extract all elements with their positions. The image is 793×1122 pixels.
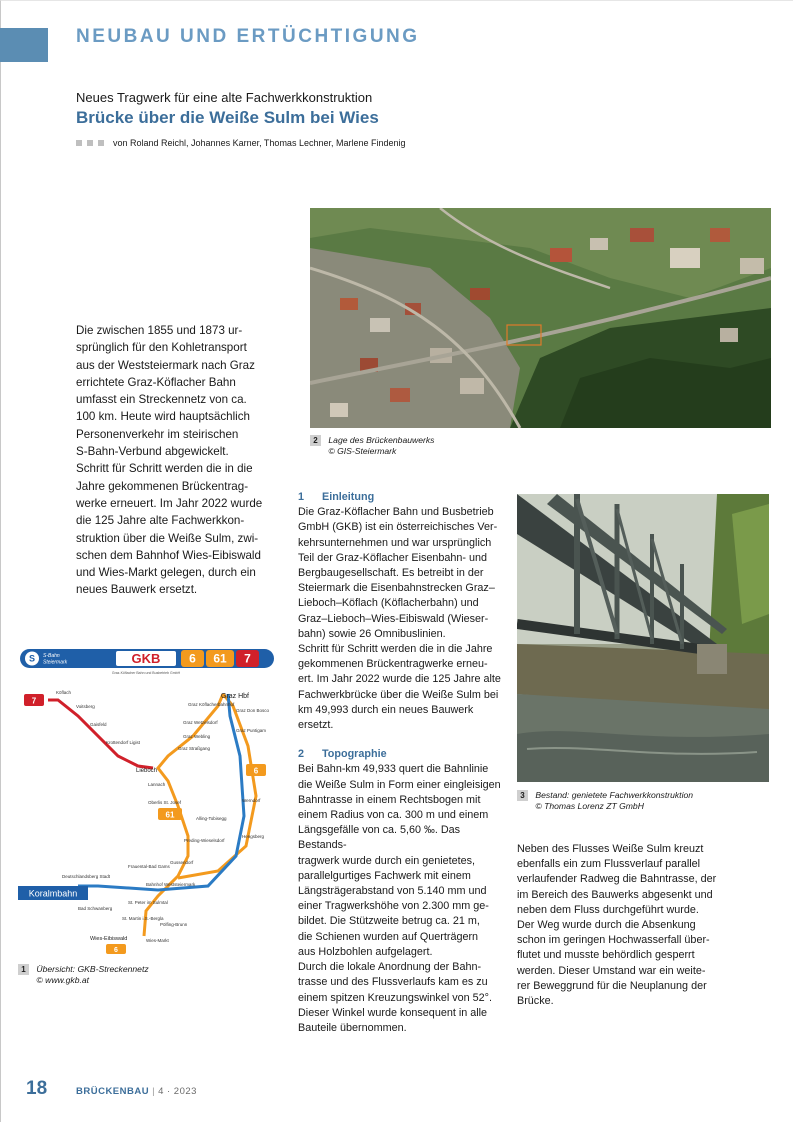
station-label: Graz Don Bosco (236, 708, 270, 713)
text-line: Lieboch–Köflach (Köflacherbahn) und (298, 597, 479, 610)
svg-text:S: S (28, 653, 36, 664)
text-line: aus Holzbohlen aufgelagert. (298, 945, 433, 958)
text-line: werke erneuert. Im Jahr 2022 wurde (76, 496, 263, 510)
bullet-square-icon (76, 140, 82, 146)
text-line: Steiermark die Eisenbahnstrecken Graz– (298, 582, 495, 595)
bullet-square-icon (87, 140, 93, 146)
station-label: St. Peter im Sulmtal (128, 900, 168, 905)
koralmbahn-label: Koralmbahn (28, 888, 78, 899)
gkb-tagline: Graz-Köflacher Bahn und Busbetrieb GmbH (111, 671, 181, 675)
text-line: Bergbaugesellschaft. Es betreibt in der (298, 567, 484, 580)
article-subtitle: Neues Tragwerk für eine alte Fachwerkkonstruktion (76, 90, 373, 105)
text-line: und Wies-Markt gelegen, durch ein (76, 566, 256, 580)
station-label: Lannach (148, 782, 166, 787)
text-line: neben dem Fluss durchgeführt wurde. (517, 903, 699, 916)
station-label: Frauental-Bad Gams (128, 864, 170, 869)
text-line: Personenverkehr im steirischen (76, 427, 239, 441)
station-label: Oberlis St. Josef (148, 800, 182, 805)
text-line: die Weiße Sulm in Form einer eingleisigen (298, 778, 501, 791)
magazine-name: BRÜCKENBAU (76, 1086, 150, 1097)
figure-number-1: 1 (18, 964, 29, 975)
text-line: tragwerk wurde durch ein genietetes, (298, 854, 476, 867)
magazine-footer: BRÜCKENBAU | 4 · 2023 (76, 1086, 197, 1097)
text-line: Die Graz-Köflacher Bahn und Busbetrieb (298, 506, 494, 519)
article-authors: von Roland Reichl, Johannes Karner, Thomas Lechner, Marlene Findenig (113, 138, 406, 148)
text-line: Fachwerkbrücke über die Weiße Sulm bei (298, 688, 499, 701)
text-line: errichtete Graz-Köflacher Bahn (76, 375, 236, 389)
page-number: 18 (26, 1078, 48, 1099)
text-column-right (517, 842, 747, 1009)
text-line: im Bereich des Bauwerks abgesenkt und (517, 888, 713, 901)
text-line: schen dem Bahnhof Wies-Eibiswald (76, 548, 261, 562)
line-badge: 6 (189, 651, 196, 666)
text-line: struktion über die Weiße Sulm, zwi- (76, 531, 259, 545)
text-line: bahn) sowie 26 Omnibuslinien. (298, 627, 446, 640)
station-label: Hengsberg (242, 834, 265, 839)
text-line: Bei Bahn-km 49,933 quert die Bahnlinie (298, 763, 489, 776)
text-line: Durch die lokale Anordnung der Bahn- (298, 961, 482, 974)
text-line: einem Radius von ca. 300 m und einem (298, 809, 489, 822)
line-badge-s61: 61 (165, 810, 175, 820)
text-line: verlaufender Radweg die Bahntrasse, der (517, 873, 717, 886)
bullet-square-icon (98, 140, 104, 146)
text-line: GmbH (GKB) ist ein österreichisches Ver- (298, 521, 498, 534)
text-line: parallelgurtiges Fachwerk mit einem (298, 869, 471, 882)
station-label: Gaisfeld (90, 722, 107, 727)
text-line: Graz–Lieboch–Wies-Eibiswald (Wieser- (298, 612, 489, 625)
figure-caption-3 (517, 790, 693, 812)
section-header: NEUBAU UND ERTÜCHTIGUNG (76, 26, 420, 47)
caption-text: Bestand: genietete Fachwerkkonstruktion (535, 790, 694, 800)
text-line: ersetzt. (298, 719, 334, 732)
caption-credit: © GIS-Steiermark (328, 446, 397, 456)
article-title: Brücke über die Weiße Sulm bei Wies (76, 108, 379, 127)
text-line: gekommenen Brückentragwerke erneu- (298, 658, 488, 671)
station-label: Graz Wetzelsdorf (183, 720, 218, 725)
bridge-photo (517, 494, 769, 782)
section-heading-2: 2 Topographie (298, 748, 387, 761)
magazine-issue: 4 · 2023 (158, 1086, 197, 1097)
station-label: Graz Webling (183, 734, 211, 739)
figure-number-3: 3 (517, 790, 528, 801)
station-label: Pölfing-Brunn (160, 922, 188, 927)
station-label: St. Martin i.S.-Bergla (122, 916, 164, 921)
network-map (18, 646, 276, 954)
intro-paragraph (76, 322, 286, 599)
station-label: Preding-Wieselsdorf (184, 838, 225, 843)
station-label: Graz Köflacherbahnhof (188, 702, 235, 707)
station-label: Deutschlandsberg Stadt (62, 874, 111, 879)
station-label: Graz Hbf (221, 693, 250, 700)
station-label: Graz Straßgang (178, 746, 211, 751)
text-line: Bauteile übernommen. (298, 1021, 407, 1034)
text-line: Bahntrasse in einem Rechtsbogen mit (298, 793, 481, 806)
text-line: werden. Dieser Umstand war ein weite- (517, 964, 706, 977)
text-line: umfasst ein Streckennetz von ca. (76, 393, 247, 407)
line-badge-s6: 6 (114, 947, 118, 954)
section-heading-1: 1 Einleitung (298, 491, 375, 503)
line-badge: 7 (244, 651, 251, 666)
caption-credit: © Thomas Lorenz ZT GmbH (535, 801, 644, 811)
text-line: Längsgefälle von ca. 5,60 ‰. Das Bestands- (298, 824, 461, 852)
text-line: die Schienen wurden auf Querträgern (298, 930, 479, 943)
station-label: Voitsberg (76, 704, 95, 709)
station-label: Bahnhof Weststeiermark (146, 882, 196, 887)
text-line: die 125 Jahre alte Fachwerkkon- (76, 514, 245, 528)
text-line: Längsträgerabstand von 5.140 mm und (298, 885, 487, 898)
text-line: ert. Im Jahr 2022 wurde die 125 Jahre alte (298, 673, 501, 686)
text-line: sprünglich für den Kohletransport (76, 341, 247, 355)
figure-caption-1 (18, 964, 149, 986)
text-line: Brücke. (517, 995, 554, 1008)
station-label: Wies-Eibiswald (90, 936, 128, 942)
sbahn-label: Steiermark (43, 659, 68, 666)
section-color-tab (0, 28, 48, 62)
station-label: Krottendorf Ligist (106, 740, 141, 745)
text-line: Die zwischen 1855 und 1873 ur- (76, 324, 243, 337)
text-line: S-Bahn-Verbund abgewickelt. (76, 445, 229, 459)
author-line (76, 138, 406, 148)
station-label: Gussendorf (170, 860, 194, 865)
station-label: Wies-Markt (146, 938, 169, 943)
text-line: Jahre gekommenen Brückentrag- (76, 479, 249, 493)
figure-number-2: 2 (310, 435, 321, 446)
text-line: Dieser Winkel wurde konsequent in alle (298, 1006, 488, 1019)
line-badge-s6: 6 (253, 766, 259, 776)
station-label: Bad Schwanberg (78, 906, 113, 911)
text-line: Der Weg wurde durch die Absenkung (517, 919, 696, 932)
station-label: Graz Puntigam (236, 728, 267, 733)
caption-credit: © www.gkb.at (36, 975, 90, 985)
text-line: rer Beweggrund für die Neuplanung der (517, 979, 707, 992)
sbahn-label: S-Bahn (43, 653, 60, 659)
text-line: km 49,993 durch ein neues Bauwerk (298, 703, 474, 716)
station-label: Werndorf (242, 798, 261, 803)
text-line: ebenfalls ein zum Flussverlauf parallel (517, 858, 701, 871)
text-line: Schritt für Schritt werden die in die Jahre (298, 643, 493, 656)
text-line: Schritt für Schritt werden die in die (76, 462, 253, 476)
station-label: Köflach (56, 690, 72, 695)
gkb-logo: GKB (131, 651, 161, 666)
text-line: 100 km. Heute wird hauptsächlich (76, 410, 250, 424)
text-line: aus der Weststeiermark nach Graz (76, 358, 255, 372)
text-line: kehrsunternehmen und war ursprünglich (298, 536, 492, 549)
figure-caption-2 (310, 435, 434, 457)
text-line: Neben des Flusses Weiße Sulm kreuzt (517, 843, 704, 855)
station-label: Alling-Tobisegg (196, 816, 227, 821)
line-badge: 61 (213, 651, 227, 666)
text-line: Teil der Graz-Köflacher Eisenbahn- und (298, 551, 488, 564)
text-line: schon im geringen Hochwasserfall über- (517, 934, 710, 947)
text-line: bildet. Die Stützweite betrug ca. 21 m, (298, 915, 480, 928)
text-line: neues Bauwerk ersetzt. (76, 583, 198, 597)
text-line: trasse und des Flussverlaufs kam es zu (298, 976, 488, 989)
text-line: flutet und musste behördlich gesperrt (517, 949, 695, 962)
station-label: Lieboch (136, 768, 158, 774)
text-column-middle (298, 490, 508, 1036)
caption-text: Übersicht: GKB-Streckennetz (36, 964, 149, 974)
aerial-photo (310, 208, 771, 428)
text-line: einem spitzen Kreuzungswinkel von 52°. (298, 991, 492, 1004)
caption-text: Lage des Brückenbauwerks (328, 435, 435, 445)
line-badge-s7: 7 (31, 696, 37, 706)
text-line: einer Tragwerkshöhe von 2.300 mm ge- (298, 900, 489, 913)
